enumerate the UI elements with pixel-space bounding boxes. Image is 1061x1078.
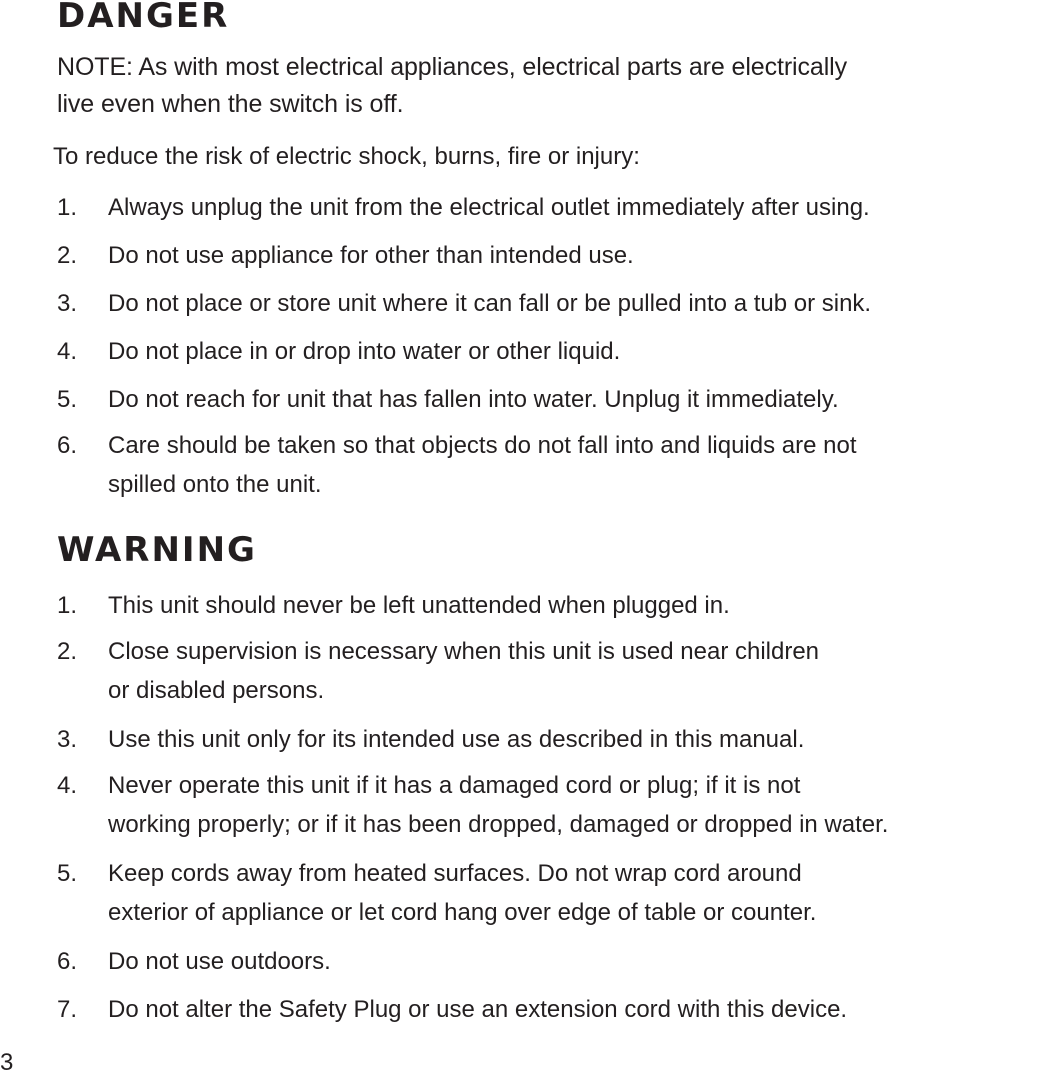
danger-intro: To reduce the risk of electric shock, burns, fire or injury: xyxy=(53,143,640,170)
list-item-text: exterior of appliance or let cord hang over edge of table or counter. xyxy=(108,899,817,926)
page-number: 3 xyxy=(0,1049,14,1076)
list-number: 3. xyxy=(57,726,78,753)
list-number: 4. xyxy=(57,338,78,365)
list-item-text: Care should be taken so that objects do not fall into and liquids are not xyxy=(108,432,857,459)
list-number: 1. xyxy=(57,194,78,221)
list-item-text: This unit should never be left unattended when plugged in. xyxy=(108,592,730,619)
list-number: 2. xyxy=(57,638,78,665)
danger-note-line: live even when the switch is off. xyxy=(57,90,404,118)
warning-heading: WARNING xyxy=(57,530,257,570)
list-number: 3. xyxy=(57,290,78,317)
danger-heading: DANGER xyxy=(57,0,230,36)
list-number: 5. xyxy=(57,386,78,413)
list-item-text: Do not use appliance for other than intended use. xyxy=(108,242,634,269)
danger-note xyxy=(57,49,1061,123)
list-item-text: Use this unit only for its intended use as described in this manual. xyxy=(108,726,805,753)
list-number: 6. xyxy=(57,948,78,975)
list-number: 2. xyxy=(57,242,78,269)
list-item-text: Do not reach for unit that has fallen into water. Unplug it immediately. xyxy=(108,386,839,413)
list-number: 1. xyxy=(57,592,78,619)
list-item-text: Do not alter the Safety Plug or use an extension cord with this device. xyxy=(108,996,848,1023)
list-item-text: Do not place in or drop into water or other liquid. xyxy=(108,338,621,365)
list-item-text: Keep cords away from heated surfaces. Do not wrap cord around xyxy=(108,860,802,887)
list-item-text: or disabled persons. xyxy=(108,677,325,704)
list-number: 5. xyxy=(57,860,78,887)
list-item-text: spilled onto the unit. xyxy=(108,471,322,498)
list-item-text: Never operate this unit if it has a damaged cord or plug; if it is not xyxy=(108,772,801,799)
list-number: 6. xyxy=(57,432,78,459)
danger-note-line: NOTE: As with most electrical appliances, electrical parts are electrically xyxy=(57,53,848,81)
list-number: 4. xyxy=(57,772,78,799)
list-number: 7. xyxy=(57,996,78,1023)
list-item-text: working properly; or if it has been dropped, damaged or dropped in water. xyxy=(108,811,889,838)
list-item-text: Do not place or store unit where it can fall or be pulled into a tub or sink. xyxy=(108,290,872,317)
list-item-text: Do not use outdoors. xyxy=(108,948,331,975)
list-item-text: Always unplug the unit from the electrical outlet immediately after using. xyxy=(108,194,870,221)
list-item-text: Close supervision is necessary when this unit is used near children xyxy=(108,638,820,665)
